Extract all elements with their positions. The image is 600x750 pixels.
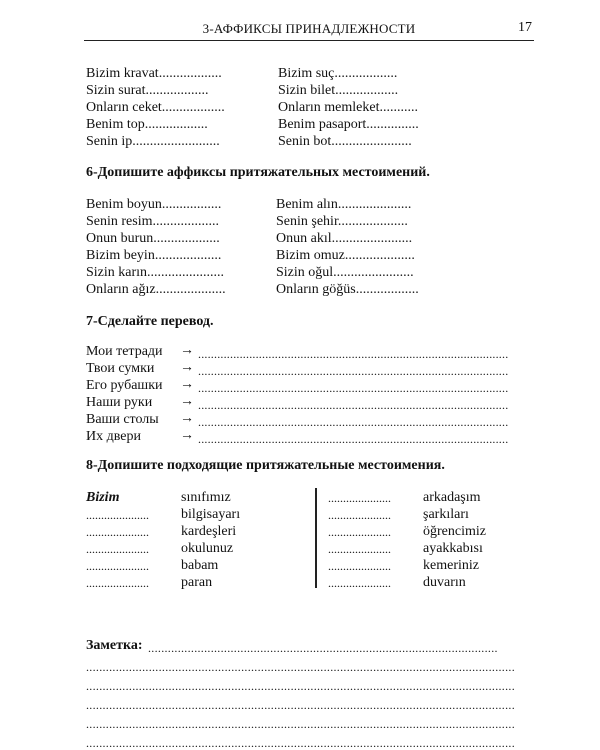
exercise-line: Onların ağız.................... xyxy=(86,282,226,297)
note-label: Заметка: xyxy=(86,638,143,653)
answer-line: ................................................................................................. xyxy=(198,415,509,429)
column-divider xyxy=(315,488,317,588)
arrow-icon: → xyxy=(180,428,194,443)
word: okulunuz xyxy=(181,541,234,556)
exercise-line: Senin şehir.................... xyxy=(276,214,408,229)
arrow-icon: → xyxy=(180,343,194,358)
word: öğrencimiz xyxy=(423,524,486,539)
word: şarkıları xyxy=(423,507,469,522)
answer-blank: ..................... xyxy=(86,542,149,556)
answer-blank: ..................... xyxy=(328,576,391,590)
task-8-title: 8-Допишите подходящие притяжательные местоимения. xyxy=(86,458,445,473)
arrow-icon: → xyxy=(180,377,194,392)
word: duvarın xyxy=(423,575,466,590)
exercise-line: Senin resim................... xyxy=(86,214,219,229)
note-line: .................................................................................................................................. xyxy=(86,698,515,712)
exercise-line: Benim pasaport............... xyxy=(278,117,419,132)
word: paran xyxy=(181,575,213,590)
example-pronoun: Bizim xyxy=(86,490,120,505)
exercise-line: Sizin karın...................... xyxy=(86,265,225,280)
answer-blank: ..................... xyxy=(86,508,149,522)
answer-blank: ..................... xyxy=(86,559,149,573)
exercise-line: Bizim kravat.................. xyxy=(86,66,222,81)
answer-blank: ..................... xyxy=(328,491,391,505)
answer-blank: ..................... xyxy=(86,576,149,590)
word: sınıfımız xyxy=(181,490,231,505)
translate-phrase: Твои сумки xyxy=(86,361,155,376)
note-line: .................................................................................................................................. xyxy=(86,679,515,693)
exercise-line: Sizin bilet.................. xyxy=(278,83,399,98)
page-title: 3-АФФИКСЫ ПРИНАДЛЕЖНОСТИ xyxy=(202,21,416,36)
word: kardeşleri xyxy=(181,524,237,539)
word: babam xyxy=(181,558,219,573)
translate-phrase: Мои тетради xyxy=(86,344,163,359)
exercise-line: Benim top.................. xyxy=(86,117,208,132)
exercise-line: Sizin oğul....................... xyxy=(276,265,414,280)
exercise-line: Onun burun................... xyxy=(86,231,220,246)
word: kemeriniz xyxy=(423,558,479,573)
word: ayakkabısı xyxy=(423,541,483,556)
exercise-line: Bizim suç.................. xyxy=(278,66,398,81)
note-line: .................................................................................................................................. xyxy=(86,736,515,748)
word: bilgisayarı xyxy=(181,507,241,522)
answer-blank: ..................... xyxy=(86,525,149,539)
note-line: .................................................................................................................................. xyxy=(86,660,515,674)
arrow-icon: → xyxy=(180,360,194,375)
arrow-icon: → xyxy=(180,411,194,426)
exercise-line: Bizim beyin................... xyxy=(86,248,222,263)
exercise-line: Onların göğüs.................. xyxy=(276,282,419,297)
word: arkadaşım xyxy=(423,490,481,505)
translate-phrase: Их двери xyxy=(86,429,141,444)
arrow-icon: → xyxy=(180,394,194,409)
page-header xyxy=(84,18,534,41)
answer-line: ................................................................................................. xyxy=(198,398,509,412)
exercise-line: Bizim omuz.................... xyxy=(276,248,415,263)
exercise-line: Onun akıl....................... xyxy=(276,231,413,246)
answer-blank: ..................... xyxy=(328,525,391,539)
answer-blank: ..................... xyxy=(328,542,391,556)
exercise-line: Onların ceket.................. xyxy=(86,100,225,115)
translate-phrase: Его рубашки xyxy=(86,378,163,393)
answer-blank: ..................... xyxy=(328,559,391,573)
translate-phrase: Ваши столы xyxy=(86,412,159,427)
answer-line: ................................................................................................. xyxy=(198,347,509,361)
exercise-line: Senin ip......................... xyxy=(86,134,220,149)
translate-phrase: Наши руки xyxy=(86,395,153,410)
exercise-line: Benim alın..................... xyxy=(276,197,412,212)
task-6-title: 6-Допишите аффиксы притяжательных местоимений. xyxy=(86,165,430,180)
exercise-line: Onların memleket........... xyxy=(278,100,418,115)
answer-line: ................................................................................................. xyxy=(198,364,509,378)
note-line: .......................................................................................................... xyxy=(148,641,498,655)
note-line: .................................................................................................................................. xyxy=(86,717,515,731)
exercise-line: Benim boyun................. xyxy=(86,197,222,212)
exercise-line: Sizin surat.................. xyxy=(86,83,209,98)
exercise-line: Senin bot....................... xyxy=(278,134,412,149)
answer-blank: ..................... xyxy=(328,508,391,522)
answer-line: ................................................................................................. xyxy=(198,381,509,395)
page-number: 17 xyxy=(518,20,532,35)
answer-line: ................................................................................................. xyxy=(198,432,509,446)
task-7-title: 7-Сделайте перевод. xyxy=(86,314,214,329)
